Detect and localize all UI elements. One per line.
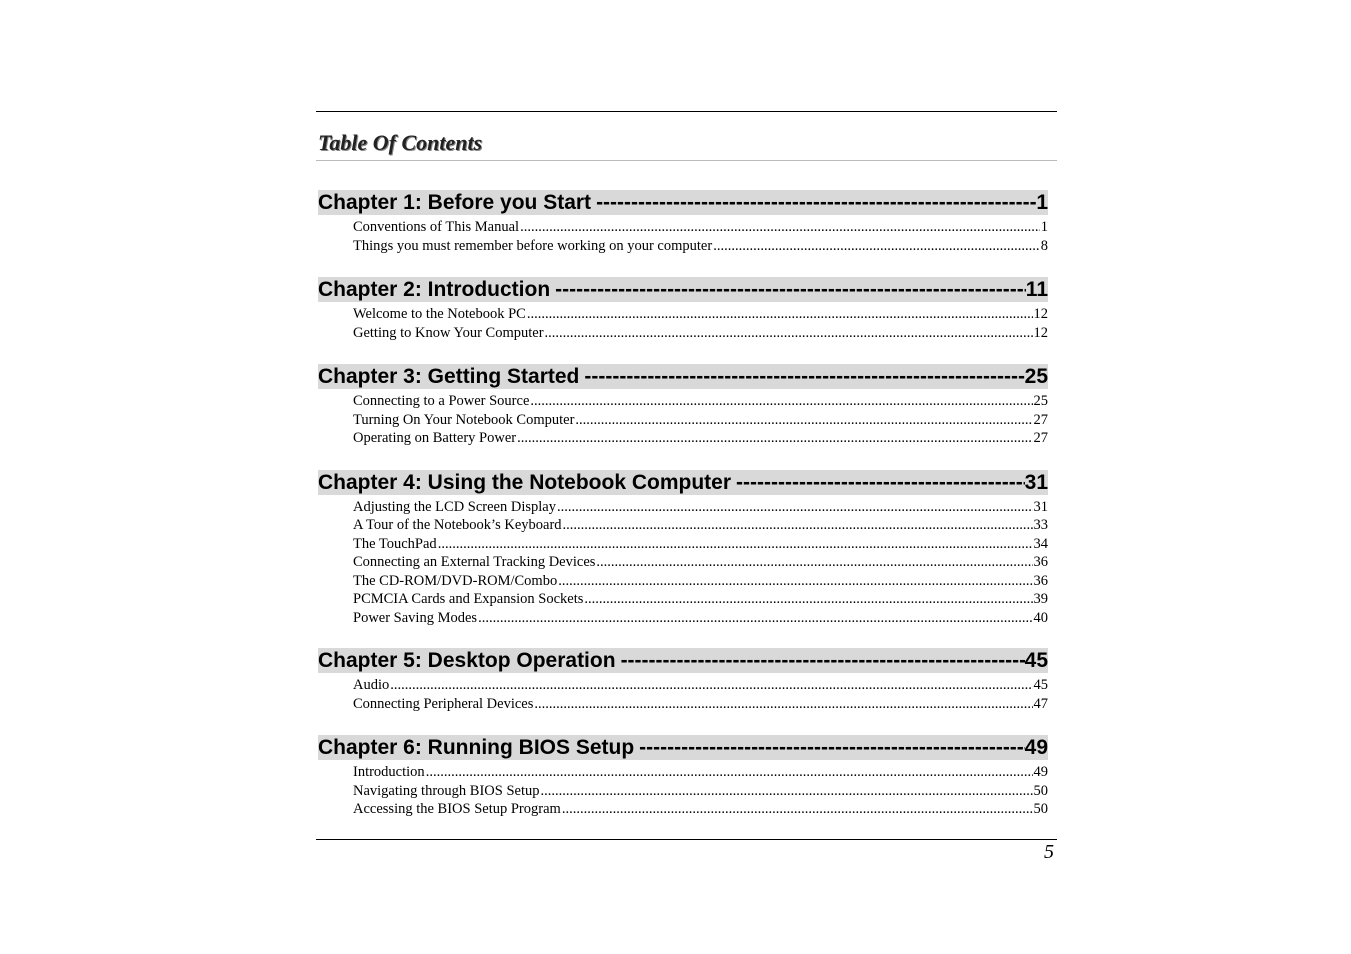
entry-title: Getting to Know Your Computer [353,324,544,341]
toc-entry[interactable] [353,429,1048,448]
chapter-title: Chapter 2: Introduction [318,278,551,301]
chapter-title: Chapter 3: Getting Started [318,365,580,388]
entry-title: Connecting an External Tracking Devices [353,554,596,570]
entry-title: The CD-ROM/DVD-ROM/Combo [353,572,558,589]
chapter-heading[interactable] [318,648,1048,673]
page-number: 5 [1044,841,1054,863]
entry-leader [534,695,1032,714]
chapter-page-number: 25 [1024,365,1048,388]
entry-page-number: 34 [1033,535,1048,552]
entry-title: PCMCIA Cards and Expansion Sockets [353,591,584,607]
toc-entry[interactable] [353,553,1048,572]
entry-page-number: 50 [1033,801,1048,817]
chapter-entries [318,218,1048,255]
chapter-section [318,277,1048,342]
toc-entry[interactable] [353,392,1048,411]
entry-page-number: 36 [1033,554,1048,570]
entry-leader [540,782,1032,801]
chapter-section [318,470,1048,628]
title-rule [316,160,1057,161]
entry-page-number: 27 [1033,411,1048,428]
toc-entry[interactable] [353,695,1048,714]
entry-leader [558,572,1032,591]
entry-page-number: 50 [1033,782,1048,799]
entry-leader [517,429,1032,448]
chapter-page-number: 45 [1024,649,1048,672]
chapter-leader [639,735,1024,760]
chapter-page-number: 1 [1036,191,1048,214]
entry-leader [562,800,1033,819]
entry-page-number: 40 [1033,609,1048,626]
entry-page-number: 49 [1033,764,1048,780]
entry-title: Introduction [353,764,425,780]
chapter-title: Chapter 1: Before you Start [318,191,592,214]
entry-page-number: 27 [1033,430,1048,446]
chapter-section [318,364,1048,448]
chapter-leader [555,277,1026,302]
entry-title: Turning On Your Notebook Computer [353,411,575,428]
chapter-entries [318,676,1048,713]
chapter-heading[interactable] [318,364,1048,389]
toc-entry[interactable] [353,218,1048,237]
entry-page-number: 39 [1033,591,1048,607]
chapter-section [318,735,1048,819]
entry-page-number: 33 [1033,517,1048,533]
chapter-entries [318,763,1048,819]
entry-title: Navigating through BIOS Setup [353,782,540,799]
chapter-leader [621,648,1025,673]
entry-leader [596,553,1032,572]
toc-entry[interactable] [353,590,1048,609]
entry-title: Adjusting the LCD Screen Display [353,498,556,515]
entry-leader [438,535,1033,554]
toc-entry[interactable] [353,800,1048,819]
entry-title: Accessing the BIOS Setup Program [353,801,561,817]
chapter-leader [736,470,1025,495]
entry-leader [530,392,1032,411]
toc-entry[interactable] [353,535,1048,554]
entry-title: Things you must remember before working on your computer [353,237,713,254]
entry-title: A Tour of the Notebook’s Keyboard [353,517,562,533]
entry-leader [584,590,1032,609]
entry-page-number: 47 [1033,695,1048,712]
entry-page-number: 31 [1033,498,1048,515]
chapter-section [318,648,1048,713]
entry-leader [527,305,1033,324]
table-of-contents [318,190,1048,819]
entry-page-number: 12 [1033,324,1048,341]
entry-page-number: 45 [1033,677,1048,693]
toc-entry[interactable] [353,498,1048,517]
entry-page-number: 12 [1033,306,1048,322]
entry-page-number: 8 [1040,237,1048,254]
entry-leader [557,498,1033,517]
chapter-section [318,190,1048,255]
chapter-title: Chapter 4: Using the Notebook Computer [318,470,732,494]
entry-page-number: 36 [1033,572,1048,589]
entry-title: Connecting Peripheral Devices [353,695,534,712]
toc-entry[interactable] [353,411,1048,430]
entry-leader [575,411,1032,430]
chapter-title: Chapter 6: Running BIOS Setup [318,736,635,759]
entry-leader [545,324,1033,343]
chapter-heading[interactable] [318,470,1048,495]
entry-title: Connecting to a Power Source [353,393,530,409]
chapter-entries [318,392,1048,448]
toc-entry[interactable] [353,763,1048,782]
toc-entry[interactable] [353,324,1048,343]
bottom-rule [316,839,1057,840]
chapter-entries [318,498,1048,628]
chapter-heading[interactable] [318,735,1048,760]
entry-leader [390,676,1032,695]
toc-entry[interactable] [353,676,1048,695]
entry-leader [520,218,1040,237]
chapter-heading[interactable] [318,277,1048,302]
entry-leader [478,609,1032,628]
toc-entry[interactable] [353,237,1048,256]
entry-title: Conventions of This Manual [353,219,520,235]
entry-leader [713,237,1040,256]
entry-page-number: 25 [1033,393,1048,409]
chapter-page-number: 31 [1024,470,1048,494]
entry-page-number: 1 [1040,219,1048,235]
entry-title: Power Saving Modes [353,609,478,626]
page-title: Table Of Contents [318,130,483,155]
entry-title: Audio [353,677,390,693]
chapter-entries [318,305,1048,342]
top-rule [316,111,1057,112]
toc-entry[interactable] [353,516,1048,535]
chapter-leader [584,364,1024,389]
entry-leader [426,763,1033,782]
chapter-leader [596,190,1036,215]
chapter-title: Chapter 5: Desktop Operation [318,649,616,672]
toc-entry[interactable] [353,305,1048,324]
entry-title: Welcome to the Notebook PC [353,306,526,322]
toc-entry[interactable] [353,782,1048,801]
chapter-page-number: 11 [1025,278,1048,301]
entry-title: Operating on Battery Power [353,430,517,446]
chapter-heading[interactable] [318,190,1048,215]
toc-entry[interactable] [353,609,1048,628]
entry-title: The TouchPad [353,535,437,552]
toc-entry[interactable] [353,572,1048,591]
chapter-page-number: 49 [1024,736,1048,759]
entry-leader [563,516,1033,535]
